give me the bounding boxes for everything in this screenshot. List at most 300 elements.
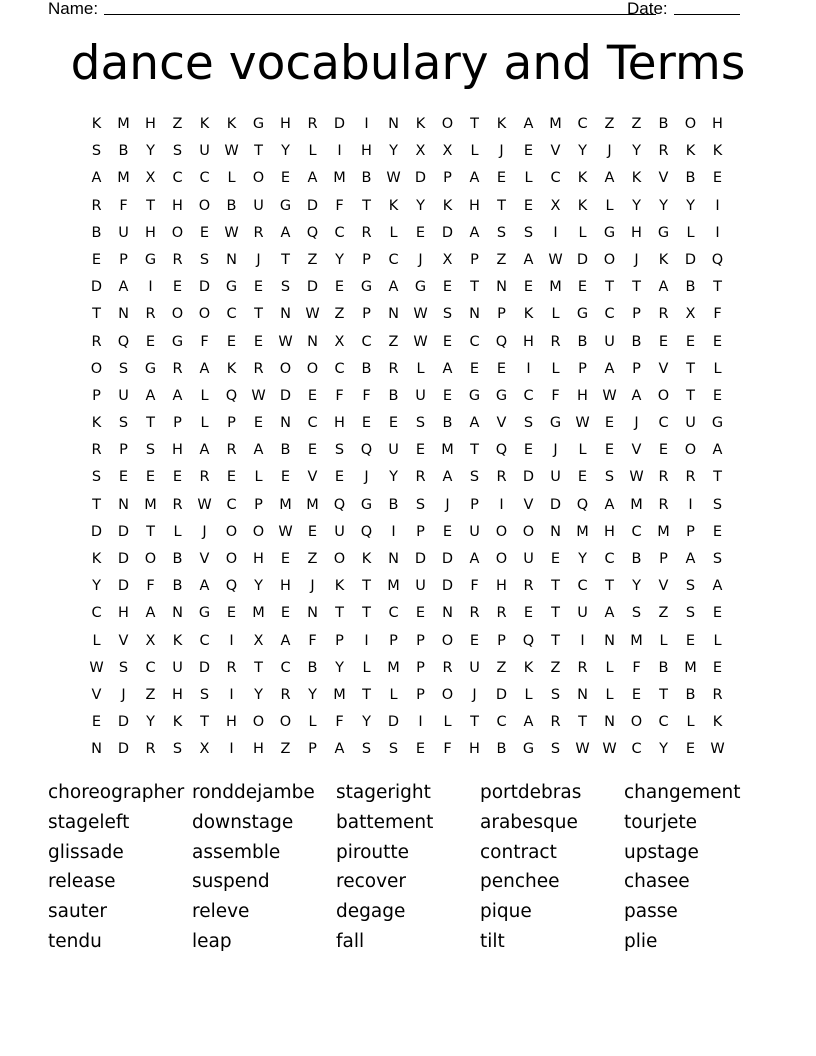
- grid-letter[interactable]: L: [254, 469, 263, 486]
- grid-letter[interactable]: R: [415, 469, 426, 486]
- grid-letter[interactable]: T: [551, 632, 560, 649]
- grid-letter[interactable]: K: [523, 306, 534, 323]
- grid-letter[interactable]: S: [442, 306, 453, 323]
- grid-letter[interactable]: M: [630, 496, 643, 513]
- grid-letter[interactable]: C: [388, 251, 399, 268]
- grid-letter[interactable]: B: [307, 659, 318, 676]
- grid-letter[interactable]: J: [310, 578, 315, 595]
- grid-letter[interactable]: A: [604, 360, 615, 377]
- grid-letter[interactable]: G: [171, 333, 184, 350]
- grid-letter[interactable]: E: [685, 333, 696, 350]
- grid-letter[interactable]: B: [658, 659, 669, 676]
- grid-letter[interactable]: W: [413, 333, 428, 350]
- grid-letter[interactable]: G: [360, 496, 373, 513]
- grid-letter[interactable]: Z: [658, 605, 669, 622]
- grid-letter[interactable]: P: [227, 415, 236, 432]
- grid-letter[interactable]: O: [657, 387, 670, 404]
- grid-letter[interactable]: Q: [225, 387, 238, 404]
- grid-letter[interactable]: E: [712, 523, 723, 540]
- grid-letter[interactable]: U: [118, 224, 129, 241]
- grid-letter[interactable]: L: [308, 143, 317, 160]
- grid-letter[interactable]: A: [469, 415, 480, 432]
- grid-letter[interactable]: R: [172, 360, 183, 377]
- grid-letter[interactable]: O: [198, 197, 211, 214]
- grid-letter[interactable]: D: [117, 714, 130, 731]
- grid-letter[interactable]: S: [199, 686, 210, 703]
- grid-letter[interactable]: H: [361, 143, 372, 160]
- grid-letter[interactable]: P: [362, 306, 371, 323]
- grid-letter[interactable]: E: [496, 360, 507, 377]
- grid-letter[interactable]: P: [335, 632, 344, 649]
- grid-letter[interactable]: T: [146, 523, 155, 540]
- grid-letter[interactable]: Z: [307, 251, 318, 268]
- grid-letter[interactable]: T: [605, 578, 614, 595]
- grid-letter[interactable]: L: [308, 714, 317, 731]
- grid-letter[interactable]: E: [307, 523, 318, 540]
- grid-letter[interactable]: L: [605, 686, 614, 703]
- grid-letter[interactable]: Y: [254, 578, 263, 595]
- grid-letter[interactable]: U: [118, 387, 129, 404]
- grid-letter[interactable]: Y: [578, 143, 587, 160]
- grid-letter[interactable]: V: [658, 360, 669, 377]
- grid-letter[interactable]: O: [252, 523, 265, 540]
- grid-letter[interactable]: A: [199, 578, 210, 595]
- grid-letter[interactable]: B: [631, 551, 642, 567]
- grid-letter[interactable]: E: [523, 143, 534, 160]
- grid-letter[interactable]: H: [469, 197, 480, 214]
- grid-letter[interactable]: T: [686, 360, 695, 377]
- grid-letter[interactable]: Y: [308, 686, 317, 703]
- grid-letter[interactable]: O: [171, 224, 184, 241]
- grid-letter[interactable]: V: [91, 686, 102, 703]
- grid-letter[interactable]: L: [227, 170, 236, 187]
- grid-letter[interactable]: G: [522, 741, 535, 758]
- grid-letter[interactable]: B: [172, 551, 183, 567]
- grid-letter[interactable]: E: [658, 333, 669, 350]
- grid-letter[interactable]: M: [279, 496, 292, 513]
- grid-letter[interactable]: L: [389, 686, 398, 703]
- grid-letter[interactable]: T: [551, 578, 560, 595]
- grid-letter[interactable]: D: [198, 279, 211, 296]
- grid-letter[interactable]: O: [198, 306, 211, 323]
- grid-letter[interactable]: R: [658, 143, 669, 160]
- grid-letter[interactable]: T: [470, 442, 479, 459]
- grid-letter[interactable]: T: [281, 251, 290, 268]
- grid-letter[interactable]: I: [688, 496, 693, 513]
- grid-letter[interactable]: N: [91, 741, 102, 758]
- grid-letter[interactable]: D: [387, 714, 400, 731]
- grid-letter[interactable]: R: [523, 578, 534, 595]
- grid-letter[interactable]: G: [414, 279, 427, 296]
- grid-letter[interactable]: H: [469, 741, 480, 758]
- grid-letter[interactable]: W: [197, 496, 212, 513]
- name-blank-line[interactable]: [104, 14, 656, 15]
- grid-letter[interactable]: S: [685, 578, 696, 595]
- grid-letter[interactable]: W: [548, 251, 563, 268]
- grid-letter[interactable]: R: [280, 686, 291, 703]
- grid-letter[interactable]: A: [523, 714, 534, 731]
- grid-letter[interactable]: E: [469, 360, 480, 377]
- grid-letter[interactable]: A: [172, 387, 183, 404]
- grid-letter[interactable]: S: [415, 415, 426, 432]
- grid-letter[interactable]: R: [550, 333, 561, 350]
- grid-letter[interactable]: L: [524, 686, 533, 703]
- grid-letter[interactable]: G: [225, 279, 238, 296]
- grid-letter[interactable]: L: [200, 415, 209, 432]
- grid-letter[interactable]: N: [307, 333, 318, 350]
- grid-letter[interactable]: H: [145, 224, 156, 241]
- grid-letter[interactable]: P: [119, 251, 128, 268]
- grid-letter[interactable]: L: [605, 197, 614, 214]
- grid-letter[interactable]: W: [305, 306, 320, 323]
- grid-letter[interactable]: L: [470, 143, 479, 160]
- grid-letter[interactable]: K: [577, 170, 588, 187]
- grid-letter[interactable]: E: [253, 415, 264, 432]
- grid-letter[interactable]: C: [226, 496, 237, 513]
- grid-letter[interactable]: K: [496, 116, 507, 132]
- grid-letter[interactable]: S: [361, 741, 372, 758]
- grid-letter[interactable]: E: [280, 605, 291, 622]
- grid-letter[interactable]: W: [251, 387, 266, 404]
- grid-letter[interactable]: P: [497, 632, 506, 649]
- grid-letter[interactable]: S: [118, 659, 129, 676]
- grid-letter[interactable]: E: [658, 442, 669, 459]
- grid-letter[interactable]: G: [360, 279, 373, 296]
- grid-letter[interactable]: M: [387, 659, 400, 676]
- grid-letter[interactable]: E: [469, 632, 480, 649]
- grid-letter[interactable]: O: [225, 523, 238, 540]
- grid-letter[interactable]: E: [280, 469, 291, 486]
- grid-letter[interactable]: Z: [145, 686, 156, 703]
- grid-letter[interactable]: Y: [146, 714, 155, 731]
- grid-letter[interactable]: R: [496, 469, 507, 486]
- grid-letter[interactable]: V: [307, 469, 318, 486]
- grid-letter[interactable]: K: [631, 170, 642, 187]
- grid-letter[interactable]: Q: [117, 333, 130, 350]
- grid-letter[interactable]: P: [254, 496, 263, 513]
- grid-letter[interactable]: T: [254, 659, 263, 676]
- grid-letter[interactable]: L: [362, 659, 371, 676]
- grid-letter[interactable]: R: [442, 659, 453, 676]
- grid-letter[interactable]: K: [712, 714, 723, 731]
- grid-letter[interactable]: E: [226, 469, 237, 486]
- grid-letter[interactable]: C: [577, 116, 588, 132]
- grid-letter[interactable]: A: [199, 360, 210, 377]
- grid-letter[interactable]: L: [713, 632, 722, 649]
- grid-letter[interactable]: P: [632, 306, 641, 323]
- grid-letter[interactable]: A: [469, 170, 480, 187]
- grid-letter[interactable]: B: [91, 224, 102, 241]
- grid-letter[interactable]: L: [713, 360, 722, 377]
- grid-letter[interactable]: P: [578, 360, 587, 377]
- grid-letter[interactable]: J: [607, 143, 612, 160]
- grid-letter[interactable]: Y: [389, 143, 398, 160]
- grid-letter[interactable]: G: [549, 415, 562, 432]
- grid-letter[interactable]: N: [280, 415, 291, 432]
- grid-letter[interactable]: E: [712, 170, 723, 187]
- grid-letter[interactable]: G: [468, 387, 481, 404]
- grid-letter[interactable]: Z: [388, 333, 399, 350]
- grid-letter[interactable]: Y: [659, 741, 668, 758]
- grid-letter[interactable]: C: [469, 333, 480, 350]
- grid-letter[interactable]: A: [469, 224, 480, 241]
- grid-letter[interactable]: A: [604, 496, 615, 513]
- grid-letter[interactable]: A: [334, 741, 345, 758]
- grid-letter[interactable]: B: [388, 387, 399, 404]
- grid-letter[interactable]: S: [523, 224, 534, 241]
- grid-letter[interactable]: C: [604, 551, 615, 567]
- grid-letter[interactable]: R: [253, 360, 264, 377]
- grid-letter[interactable]: A: [442, 360, 453, 377]
- grid-letter[interactable]: R: [658, 469, 669, 486]
- grid-letter[interactable]: T: [254, 143, 263, 160]
- grid-letter[interactable]: U: [523, 551, 534, 567]
- grid-letter[interactable]: H: [118, 605, 129, 622]
- grid-letter[interactable]: D: [279, 387, 292, 404]
- grid-letter[interactable]: A: [523, 251, 534, 268]
- grid-letter[interactable]: E: [199, 224, 210, 241]
- grid-letter[interactable]: A: [469, 551, 480, 567]
- grid-letter[interactable]: A: [280, 224, 291, 241]
- grid-letter[interactable]: S: [523, 415, 534, 432]
- grid-letter[interactable]: S: [199, 251, 210, 268]
- grid-letter[interactable]: A: [388, 279, 399, 296]
- grid-letter[interactable]: R: [172, 251, 183, 268]
- grid-letter[interactable]: J: [472, 686, 477, 703]
- grid-letter[interactable]: M: [549, 279, 562, 296]
- grid-letter[interactable]: K: [172, 632, 183, 649]
- grid-letter[interactable]: I: [364, 116, 369, 132]
- grid-letter[interactable]: T: [551, 605, 560, 622]
- grid-letter[interactable]: O: [279, 714, 292, 731]
- grid-letter[interactable]: W: [224, 224, 239, 241]
- grid-letter[interactable]: R: [361, 224, 372, 241]
- grid-letter[interactable]: W: [602, 741, 617, 758]
- grid-letter[interactable]: F: [335, 197, 344, 214]
- grid-letter[interactable]: V: [550, 143, 561, 160]
- grid-letter[interactable]: C: [172, 170, 183, 187]
- grid-letter[interactable]: E: [712, 659, 723, 676]
- grid-letter[interactable]: S: [550, 686, 561, 703]
- grid-letter[interactable]: E: [172, 469, 183, 486]
- grid-letter[interactable]: K: [334, 578, 345, 595]
- grid-letter[interactable]: G: [144, 251, 157, 268]
- grid-letter[interactable]: H: [226, 714, 237, 731]
- grid-letter[interactable]: W: [575, 415, 590, 432]
- grid-letter[interactable]: Y: [254, 686, 263, 703]
- grid-letter[interactable]: E: [145, 469, 156, 486]
- grid-letter[interactable]: Y: [362, 714, 371, 731]
- grid-letter[interactable]: E: [415, 442, 426, 459]
- grid-letter[interactable]: I: [229, 632, 234, 649]
- grid-letter[interactable]: B: [172, 578, 183, 595]
- grid-letter[interactable]: W: [629, 469, 644, 486]
- grid-letter[interactable]: C: [361, 333, 372, 350]
- grid-letter[interactable]: A: [253, 442, 264, 459]
- grid-letter[interactable]: M: [252, 605, 265, 622]
- grid-letter[interactable]: O: [684, 116, 697, 132]
- grid-letter[interactable]: T: [362, 605, 371, 622]
- grid-letter[interactable]: P: [470, 251, 479, 268]
- grid-letter[interactable]: P: [389, 632, 398, 649]
- grid-letter[interactable]: B: [280, 442, 291, 459]
- grid-letter[interactable]: O: [495, 551, 508, 567]
- grid-letter[interactable]: Y: [281, 143, 290, 160]
- grid-letter[interactable]: T: [470, 279, 479, 296]
- grid-letter[interactable]: C: [631, 741, 642, 758]
- grid-letter[interactable]: A: [604, 170, 615, 187]
- grid-letter[interactable]: C: [334, 224, 345, 241]
- grid-letter[interactable]: P: [416, 632, 425, 649]
- grid-letter[interactable]: G: [576, 306, 589, 323]
- grid-letter[interactable]: E: [280, 551, 291, 567]
- grid-letter[interactable]: Y: [659, 197, 668, 214]
- grid-letter[interactable]: D: [441, 578, 454, 595]
- grid-letter[interactable]: T: [92, 306, 101, 323]
- grid-letter[interactable]: A: [523, 116, 534, 132]
- date-blank-line[interactable]: [674, 14, 740, 15]
- grid-letter[interactable]: L: [92, 632, 101, 649]
- grid-letter[interactable]: N: [550, 523, 561, 540]
- grid-letter[interactable]: S: [550, 741, 561, 758]
- grid-letter[interactable]: T: [335, 605, 344, 622]
- grid-letter[interactable]: T: [362, 197, 371, 214]
- grid-letter[interactable]: M: [684, 659, 697, 676]
- grid-letter[interactable]: T: [686, 387, 695, 404]
- grid-letter[interactable]: U: [469, 523, 480, 540]
- grid-letter[interactable]: M: [306, 496, 319, 513]
- grid-letter[interactable]: C: [280, 659, 291, 676]
- grid-letter[interactable]: Z: [550, 659, 561, 676]
- grid-letter[interactable]: T: [713, 279, 722, 296]
- grid-letter[interactable]: K: [523, 659, 534, 676]
- grid-letter[interactable]: W: [278, 523, 293, 540]
- grid-letter[interactable]: E: [712, 605, 723, 622]
- grid-letter[interactable]: I: [580, 632, 585, 649]
- grid-letter[interactable]: E: [604, 442, 615, 459]
- grid-letter[interactable]: S: [685, 605, 696, 622]
- grid-letter[interactable]: N: [388, 116, 399, 132]
- grid-letter[interactable]: B: [685, 279, 696, 296]
- grid-letter[interactable]: R: [199, 469, 210, 486]
- grid-letter[interactable]: M: [117, 170, 130, 187]
- grid-letter[interactable]: F: [308, 632, 317, 649]
- grid-letter[interactable]: R: [388, 360, 399, 377]
- grid-letter[interactable]: U: [550, 469, 561, 486]
- grid-letter[interactable]: R: [172, 496, 183, 513]
- grid-letter[interactable]: F: [200, 333, 209, 350]
- grid-letter[interactable]: Z: [604, 116, 615, 132]
- grid-letter[interactable]: R: [307, 116, 318, 132]
- grid-letter[interactable]: A: [199, 442, 210, 459]
- grid-letter[interactable]: U: [199, 143, 210, 160]
- grid-letter[interactable]: E: [604, 415, 615, 432]
- grid-letter[interactable]: R: [496, 605, 507, 622]
- grid-letter[interactable]: X: [334, 333, 345, 350]
- grid-letter[interactable]: E: [712, 387, 723, 404]
- grid-letter[interactable]: E: [685, 632, 696, 649]
- grid-letter[interactable]: N: [307, 605, 318, 622]
- grid-letter[interactable]: L: [686, 714, 695, 731]
- grid-letter[interactable]: C: [523, 387, 534, 404]
- grid-letter[interactable]: E: [523, 442, 534, 459]
- grid-letter[interactable]: A: [712, 442, 723, 459]
- grid-letter[interactable]: C: [334, 360, 345, 377]
- grid-letter[interactable]: S: [388, 741, 399, 758]
- grid-letter[interactable]: E: [685, 741, 696, 758]
- grid-letter[interactable]: B: [685, 686, 696, 703]
- grid-letter[interactable]: L: [551, 306, 560, 323]
- grid-letter[interactable]: E: [334, 279, 345, 296]
- grid-letter[interactable]: V: [658, 170, 669, 187]
- grid-letter[interactable]: S: [172, 143, 183, 160]
- grid-letter[interactable]: H: [631, 224, 642, 241]
- grid-letter[interactable]: C: [226, 306, 237, 323]
- grid-letter[interactable]: C: [604, 306, 615, 323]
- grid-letter[interactable]: P: [173, 415, 182, 432]
- grid-letter[interactable]: I: [526, 360, 531, 377]
- grid-letter[interactable]: O: [144, 551, 157, 567]
- grid-letter[interactable]: S: [118, 415, 129, 432]
- grid-letter[interactable]: S: [91, 143, 102, 160]
- grid-letter[interactable]: E: [631, 686, 642, 703]
- grid-letter[interactable]: W: [224, 143, 239, 160]
- grid-letter[interactable]: T: [362, 686, 371, 703]
- grid-letter[interactable]: I: [337, 143, 342, 160]
- grid-letter[interactable]: K: [172, 714, 183, 731]
- grid-letter[interactable]: B: [361, 170, 372, 187]
- grid-letter[interactable]: D: [414, 170, 427, 187]
- grid-letter[interactable]: R: [550, 714, 561, 731]
- grid-letter[interactable]: R: [91, 442, 102, 459]
- grid-letter[interactable]: K: [91, 116, 102, 132]
- grid-letter[interactable]: H: [253, 551, 264, 567]
- grid-letter[interactable]: A: [442, 469, 453, 486]
- grid-letter[interactable]: E: [550, 551, 561, 567]
- grid-letter[interactable]: W: [413, 306, 428, 323]
- grid-letter[interactable]: S: [334, 442, 345, 459]
- grid-letter[interactable]: L: [659, 632, 668, 649]
- grid-letter[interactable]: O: [252, 170, 265, 187]
- grid-letter[interactable]: A: [307, 170, 318, 187]
- grid-letter[interactable]: S: [712, 551, 723, 567]
- grid-letter[interactable]: J: [256, 251, 261, 268]
- grid-letter[interactable]: Z: [280, 741, 291, 758]
- grid-letter[interactable]: H: [280, 578, 291, 595]
- grid-letter[interactable]: K: [388, 197, 399, 214]
- grid-letter[interactable]: W: [278, 333, 293, 350]
- grid-letter[interactable]: U: [604, 333, 615, 350]
- grid-letter[interactable]: I: [229, 686, 234, 703]
- grid-letter[interactable]: E: [253, 279, 264, 296]
- grid-letter[interactable]: P: [416, 523, 425, 540]
- grid-letter[interactable]: W: [710, 741, 725, 758]
- grid-letter[interactable]: N: [226, 251, 237, 268]
- grid-letter[interactable]: G: [711, 415, 724, 432]
- grid-letter[interactable]: D: [684, 251, 697, 268]
- grid-letter[interactable]: Q: [360, 442, 373, 459]
- grid-letter[interactable]: O: [306, 360, 319, 377]
- grid-letter[interactable]: I: [715, 197, 720, 214]
- grid-letter[interactable]: H: [280, 116, 291, 132]
- grid-letter[interactable]: M: [657, 523, 670, 540]
- grid-letter[interactable]: S: [118, 360, 129, 377]
- grid-letter[interactable]: N: [604, 632, 615, 649]
- grid-letter[interactable]: Y: [632, 197, 641, 214]
- grid-letter[interactable]: G: [252, 116, 265, 132]
- grid-letter[interactable]: R: [226, 659, 237, 676]
- grid-letter[interactable]: F: [632, 659, 641, 676]
